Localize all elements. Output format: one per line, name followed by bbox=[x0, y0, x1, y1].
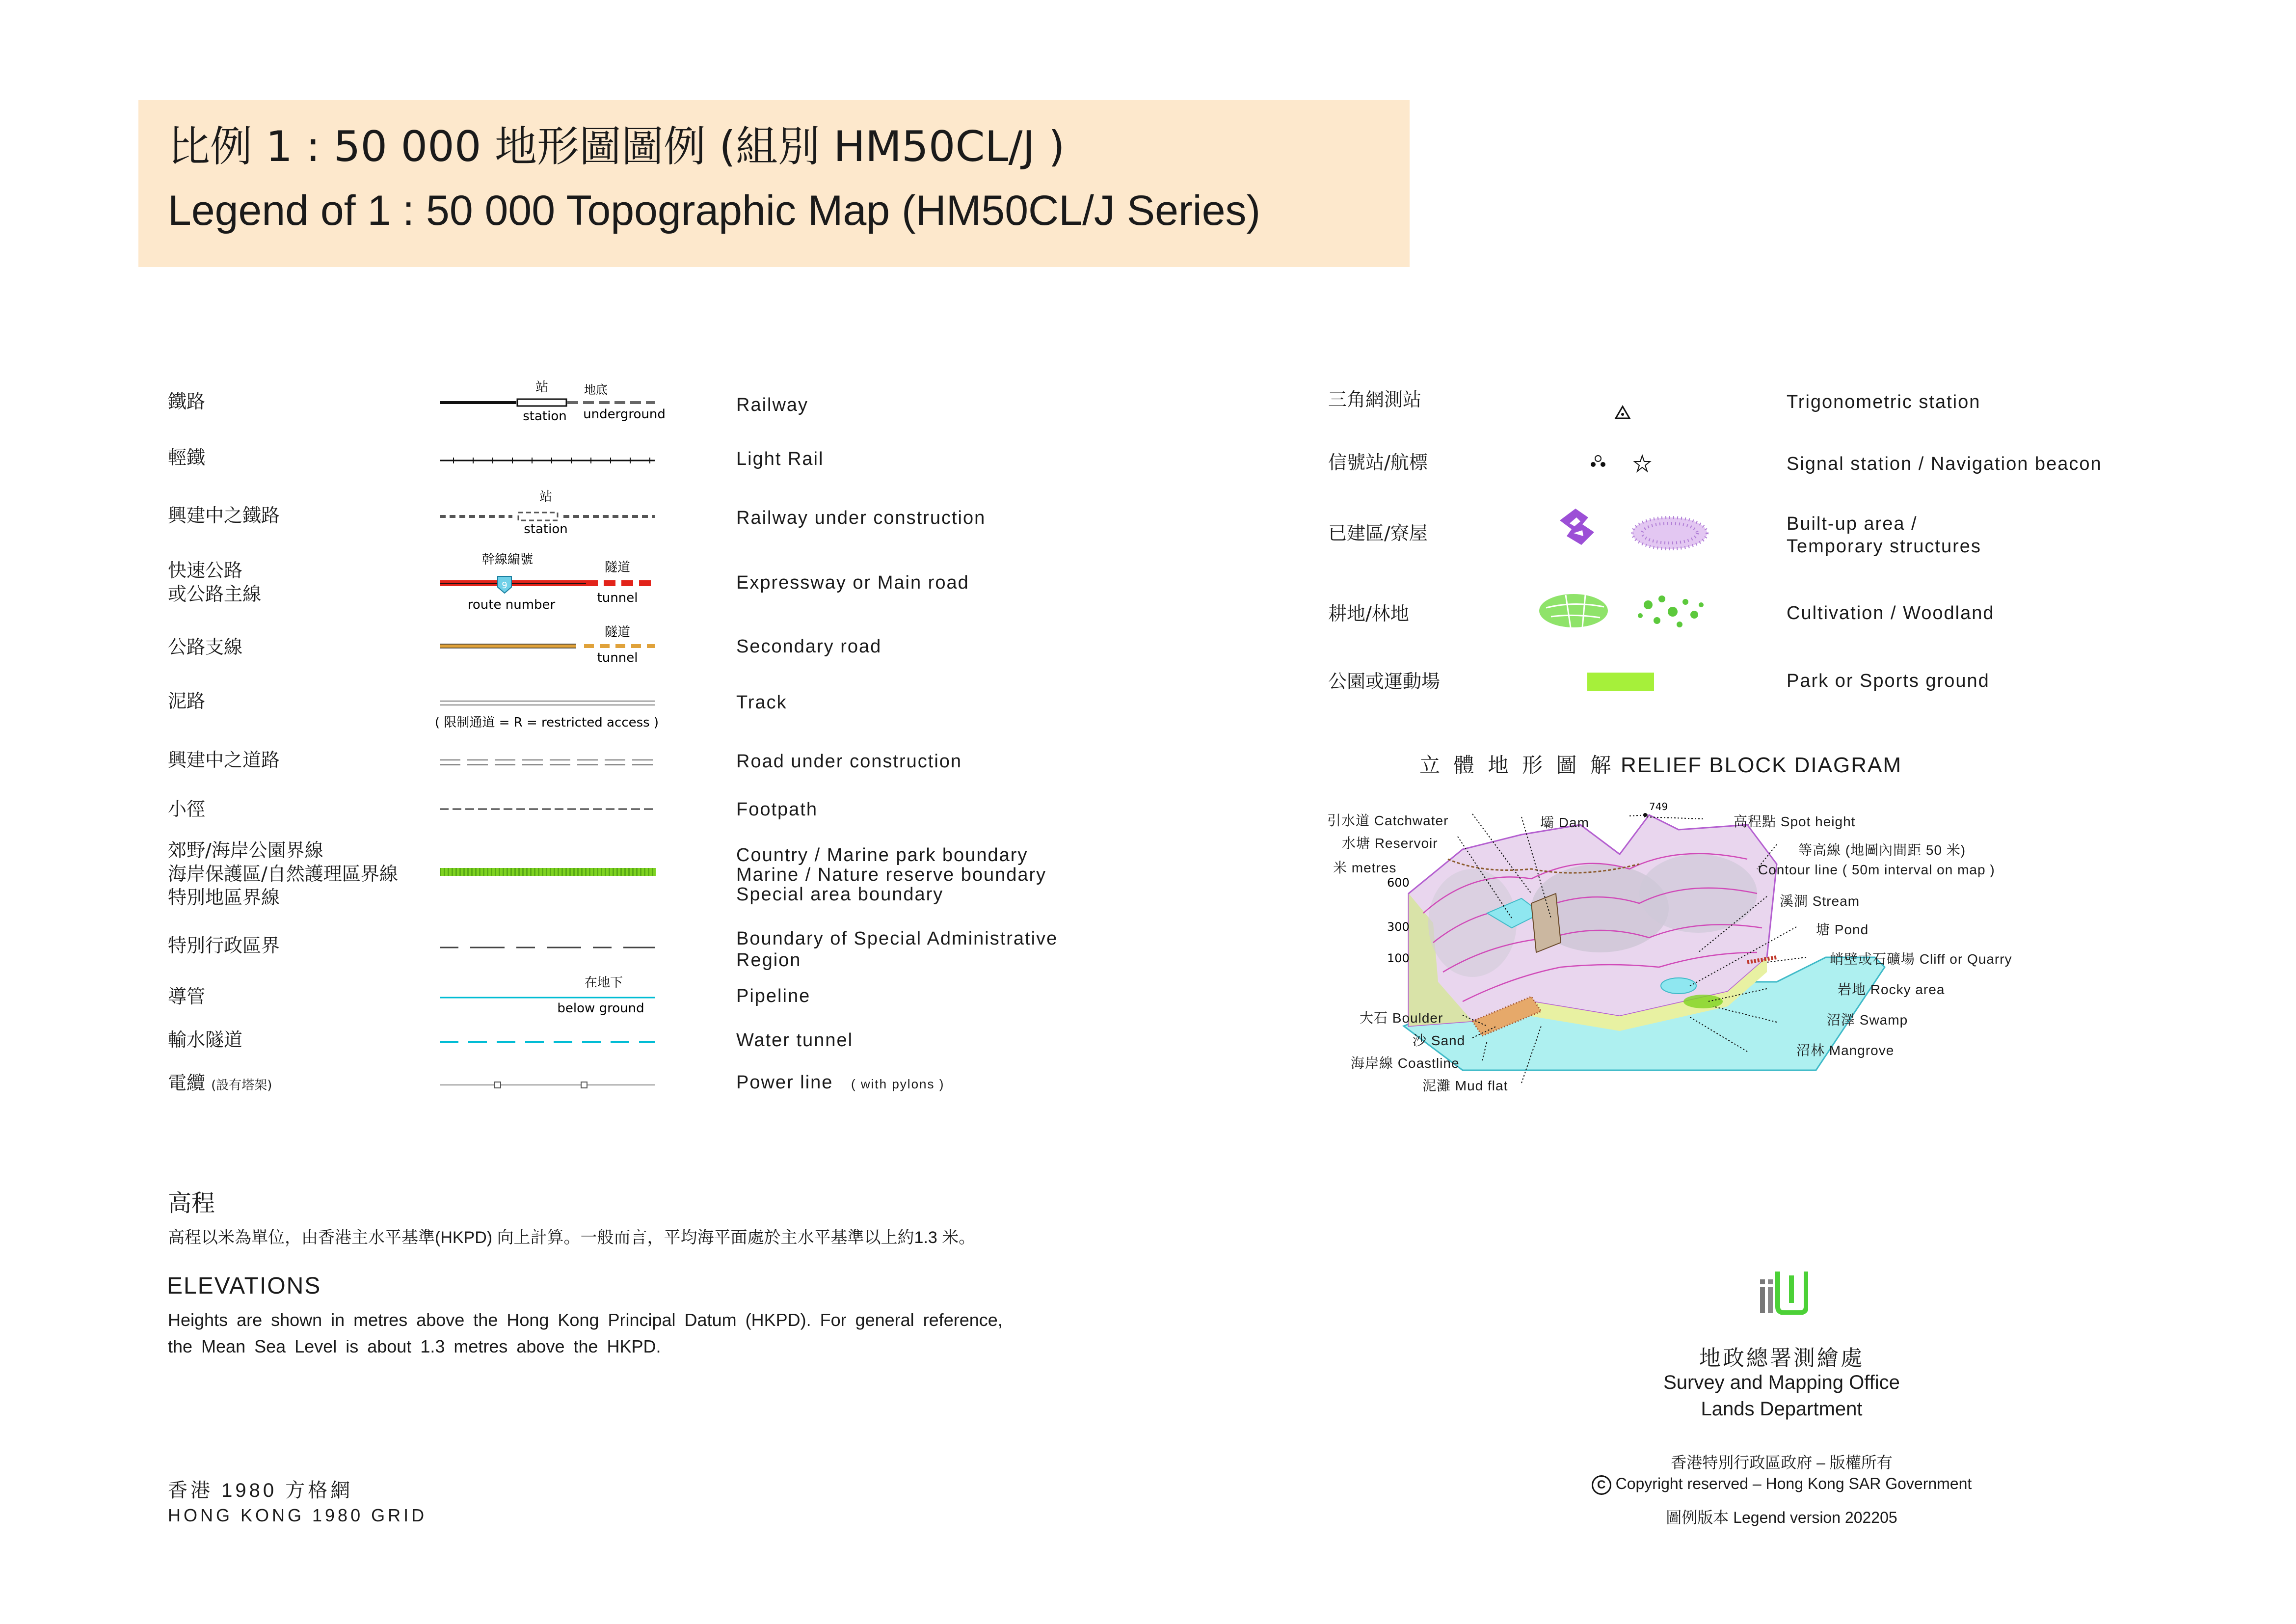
construction-station-zh: 站 bbox=[539, 489, 553, 504]
pipeline-en: below ground bbox=[557, 1001, 644, 1016]
navigation-beacon-icon bbox=[1634, 456, 1650, 471]
temporary-structures-icon bbox=[1632, 517, 1707, 549]
legend-en-sar-boundary: Boundary of Special Administrative Region bbox=[736, 928, 1058, 971]
legend-en-railway: Railway bbox=[736, 395, 809, 415]
relief-title-zh: 立 體 地 形 圖 解 bbox=[1419, 754, 1615, 777]
legend-zh-expressway: 快速公路 或公路主線 bbox=[168, 560, 262, 605]
legend-en-park-boundary: Country / Marine park boundary Marine / Nature reserve boundary Special area boundary bbox=[736, 845, 1047, 905]
elevations-text-en-1: Heights are shown in metres above the Hong Kong Principal Datum (HKPD). For general reference, bbox=[168, 1310, 1003, 1330]
railway-station-zh: 站 bbox=[535, 380, 549, 395]
title-chinese: 比例 1 : 50 000 地形圖圖例 (組別 HM50CL/J ) bbox=[168, 122, 1065, 171]
legend-en-secondary-road: Secondary road bbox=[736, 636, 882, 657]
relief-label-stream: 溪澗 Stream bbox=[1780, 893, 1860, 909]
copyright-en: Copyright reserved – Hong Kong SAR Government bbox=[1615, 1475, 1972, 1492]
legend-en-builtup: Built-up area / Temporary structures bbox=[1787, 514, 1981, 557]
legend-en-water-tunnel: Water tunnel bbox=[736, 1030, 854, 1051]
legend-zh-trig: 三角網測站 bbox=[1328, 389, 1422, 410]
legend-zh-railway-construction: 興建中之鐵路 bbox=[168, 505, 280, 526]
legend-en-power-line bbox=[736, 1072, 944, 1094]
smo-logo-icon bbox=[1759, 1268, 1808, 1315]
relief-label-cliff: 峭壁或石礦場 Cliff or Quarry bbox=[1830, 951, 2012, 967]
tunnel-zh: 隧道 bbox=[604, 560, 631, 575]
trig-station-icon bbox=[1616, 406, 1629, 418]
grid-en: HONG KONG 1980 GRID bbox=[168, 1505, 427, 1525]
power-line-en: Power line bbox=[736, 1072, 833, 1093]
legend-zh-cultivation: 耕地/林地 bbox=[1328, 603, 1409, 624]
relief-label-contour-zh: 等高線 (地圖內間距 50 米) bbox=[1798, 842, 1966, 858]
relief-label-sand: 沙 Sand bbox=[1413, 1033, 1466, 1048]
route-number-zh: 幹線編號 bbox=[481, 552, 534, 567]
legend-zh-park-boundary: 郊野/海岸公園界線 海岸保護區/自然護理區界線 特別地區界線 bbox=[168, 839, 398, 908]
relief-label-catchwater: 引水道 Catchwater bbox=[1327, 813, 1449, 828]
legend-zh-track: 泥路 bbox=[168, 690, 206, 712]
park-boundary-symbol bbox=[440, 868, 656, 876]
relief-label-swamp: 沼澤 Swamp bbox=[1827, 1012, 1908, 1028]
legend-en-light-rail: Light Rail bbox=[736, 449, 824, 469]
legend-zh-water-tunnel: 輸水隧道 bbox=[168, 1029, 243, 1051]
legend-en-railway-construction: Railway under construction bbox=[736, 508, 986, 528]
legend-zh-signal: 信號站/航標 bbox=[1328, 452, 1428, 473]
legend-zh-park: 公園或運動場 bbox=[1328, 671, 1441, 692]
legend-en-footpath: Footpath bbox=[736, 799, 818, 820]
legend-en-pipeline: Pipeline bbox=[736, 986, 811, 1006]
title-box bbox=[138, 100, 1410, 267]
left-symbols bbox=[434, 378, 666, 1095]
office-zh: 地政總署測繪處 bbox=[1699, 1346, 1864, 1370]
office-en1: Survey and Mapping Office bbox=[1663, 1372, 1900, 1393]
relief-label-boulder: 大石 Boulder bbox=[1360, 1010, 1443, 1026]
tunnel2-zh: 隧道 bbox=[604, 625, 631, 640]
relief-label-spot-height: 高程點 Spot height bbox=[1734, 814, 1856, 829]
copyright-zh: 香港特別行政區政府 – 版權所有 bbox=[1671, 1454, 1893, 1471]
copyright-icon: C bbox=[1592, 1475, 1611, 1495]
railway-underground-en: underground bbox=[583, 407, 666, 422]
woodland-icon bbox=[1638, 595, 1704, 627]
right-symbols bbox=[1541, 383, 1718, 697]
height-300: 300 bbox=[1387, 920, 1410, 934]
elevations-text-zh: 高程以米為單位，由香港主水平基準(HKPD) 向上計算。一般而言，平均海平面處於主水平基準以上約1.3 米。 bbox=[168, 1228, 976, 1247]
construction-station-en: station bbox=[524, 522, 568, 537]
legend-en-track: Track bbox=[736, 692, 787, 713]
title-english: Legend of 1 : 50 000 Topographic Map (HM50CL/J Series) bbox=[168, 187, 1261, 234]
grid-zh: 香港 1980 方格網 bbox=[168, 1480, 353, 1501]
route-number-value: 9 bbox=[502, 580, 507, 591]
spot-height-value: 749 bbox=[1649, 801, 1668, 812]
relief-label-rocky: 岩地 Rocky area bbox=[1838, 982, 1945, 997]
tunnel-en: tunnel bbox=[597, 591, 638, 605]
elevations-heading-zh: 高程 bbox=[168, 1190, 215, 1217]
legend-en-park: Park or Sports ground bbox=[1787, 671, 1990, 691]
railway-symbol bbox=[440, 380, 666, 424]
legend-zh-footpath: 小徑 bbox=[168, 798, 206, 820]
relief-label-reservoir: 水塘 Reservoir bbox=[1342, 836, 1438, 851]
relief-title-en: RELIEF BLOCK DIAGRAM bbox=[1621, 753, 1902, 777]
power-line-zh: 電纜 bbox=[168, 1072, 206, 1094]
road-construction-symbol bbox=[440, 760, 655, 765]
legend-zh-builtup: 已建區/寮屋 bbox=[1328, 522, 1428, 544]
cultivation-icon bbox=[1539, 594, 1608, 627]
elevations-heading-en: ELEVATIONS bbox=[167, 1273, 321, 1299]
pipeline-zh: 在地下 bbox=[584, 975, 623, 990]
power-line-symbol bbox=[440, 1082, 655, 1088]
relief-label-coastline: 海岸線 Coastline bbox=[1351, 1056, 1460, 1071]
copyright-line bbox=[1561, 1475, 2002, 1495]
elevations-text-en-2: the Mean Sea Level is about 1.3 metres above the HKPD. bbox=[168, 1336, 661, 1356]
relief-label-dam: 壩 Dam bbox=[1540, 815, 1589, 830]
route-number-en: route number bbox=[467, 597, 556, 612]
legend-zh-railway: 鐵路 bbox=[168, 391, 206, 412]
legend-zh-light-rail: 輕鐵 bbox=[168, 447, 206, 468]
relief-label-metres: 米 metres bbox=[1333, 860, 1397, 875]
restricted-access-note: ( 限制通道 = R = restricted access ) bbox=[434, 715, 659, 730]
secondary-road-symbol bbox=[440, 625, 655, 665]
light-rail-symbol bbox=[440, 458, 655, 463]
legend-zh-sar-boundary: 特別行政區界 bbox=[168, 935, 280, 956]
tunnel2-en: tunnel bbox=[597, 650, 638, 665]
legend-en-trig: Trigonometric station bbox=[1787, 392, 1981, 412]
height-600: 600 bbox=[1387, 876, 1410, 890]
legend-zh-pipeline: 導管 bbox=[168, 986, 206, 1007]
relief-label-mangrove: 沼林 Mangrove bbox=[1796, 1043, 1895, 1058]
relief-label-pond: 塘 Pond bbox=[1816, 922, 1869, 937]
relief-label-mud-flat: 泥灘 Mud flat bbox=[1422, 1078, 1508, 1093]
railway-construction-symbol bbox=[440, 489, 655, 537]
legend-zh-secondary-road: 公路支線 bbox=[168, 636, 243, 658]
builtup-area-icon bbox=[1560, 509, 1594, 545]
pipeline-symbol bbox=[440, 975, 655, 1016]
expressway-symbol bbox=[440, 552, 655, 612]
signal-station-icon bbox=[1591, 456, 1605, 467]
height-100: 100 bbox=[1387, 951, 1410, 965]
legend-en-expressway: Expressway or Main road bbox=[736, 572, 969, 593]
legend-zh-road-construction: 興建中之道路 bbox=[168, 749, 280, 771]
legend-en-cultivation: Cultivation / Woodland bbox=[1787, 603, 1995, 623]
railway-station-en: station bbox=[523, 409, 567, 424]
power-line-en-note: ( with pylons ) bbox=[851, 1077, 945, 1091]
power-line-zh-note: (設有塔架) bbox=[211, 1078, 272, 1093]
legend-version: 圖例版本 Legend version 202205 bbox=[1666, 1509, 1897, 1526]
office-en2: Lands Department bbox=[1701, 1398, 1863, 1420]
railway-underground-zh: 地底 bbox=[584, 383, 608, 397]
relief-label-contour-en: Contour line ( 50m interval on map ) bbox=[1758, 862, 1995, 877]
legend-en-road-construction: Road under construction bbox=[736, 751, 962, 772]
legend-zh-power-line bbox=[168, 1071, 272, 1097]
legend-en-signal: Signal station / Navigation beacon bbox=[1787, 454, 2102, 474]
park-icon bbox=[1587, 673, 1654, 691]
track-symbol bbox=[435, 701, 659, 730]
